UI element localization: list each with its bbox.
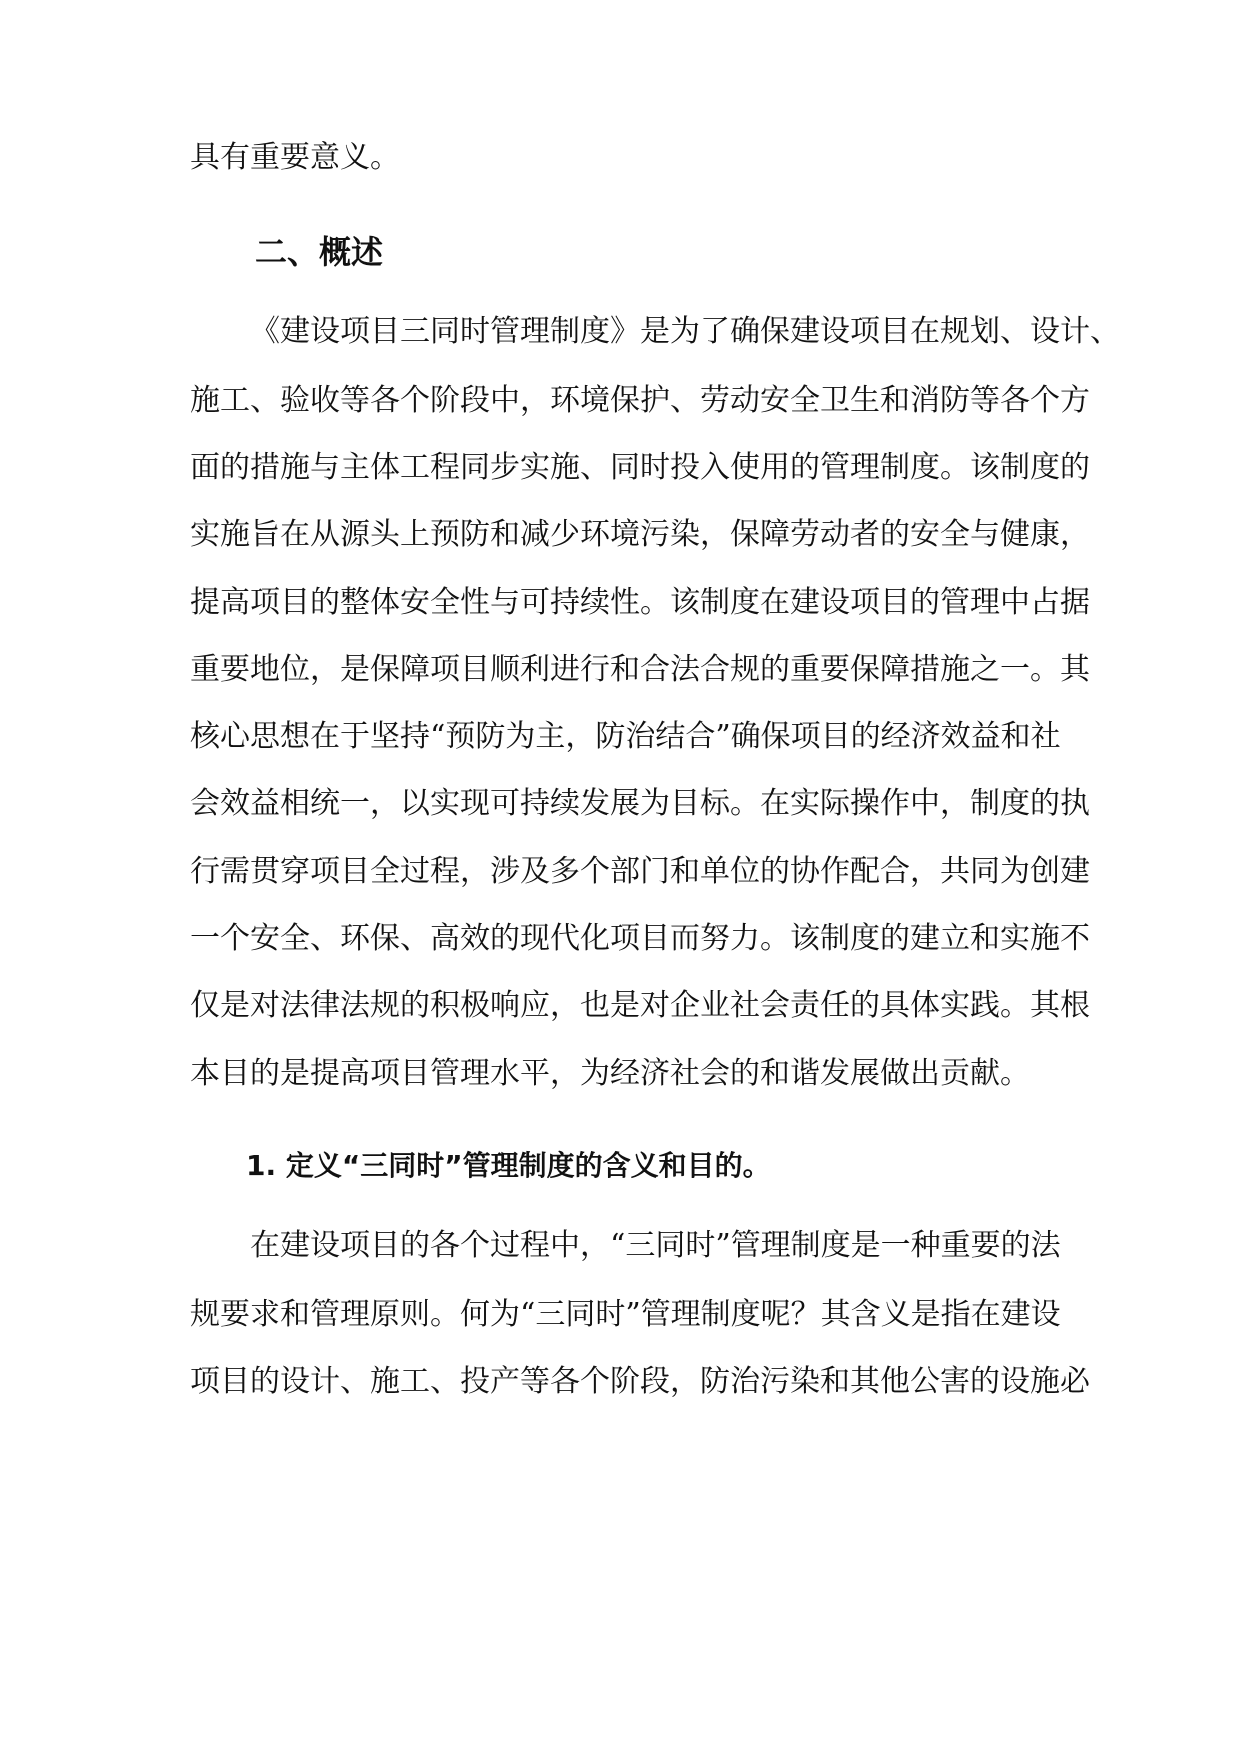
section-heading-overview: 二、概述 — [255, 233, 384, 271]
paragraph-line: 会效益相统一，以实现可持续发展为目标。在实际操作中，制度的执 — [190, 786, 1090, 821]
paragraph-line: 规要求和管理原则。何为“三同时”管理制度呢？其含义是指在建设 — [190, 1297, 1061, 1332]
paragraph-line: 核心思想在于坚持“预防为主，防治结合”确保项目的经济效益和社 — [190, 719, 1061, 754]
paragraph-line: 在建设项目的各个过程中，“三同时”管理制度是一种重要的法 — [250, 1228, 1061, 1263]
paragraph-line: 一个安全、环保、高效的现代化项目而努力。该制度的建立和实施不 — [190, 921, 1090, 956]
paragraph-line: 重要地位，是保障项目顺利进行和合法合规的重要保障措施之一。其 — [190, 652, 1090, 687]
paragraph-line: 本目的是提高项目管理水平，为经济社会的和谐发展做出贡献。 — [190, 1056, 1030, 1091]
paragraph-line: 提高项目的整体安全性与可持续性。该制度在建设项目的管理中占据 — [190, 585, 1090, 620]
intro-text-line: 具有重要意义。 — [190, 140, 400, 175]
paragraph-line: 施工、验收等各个阶段中，环境保护、劳动安全卫生和消防等各个方 — [190, 383, 1090, 418]
paragraph-line: 《建设项目三同时管理制度》是为了确保建设项目在规划、设计、 — [250, 314, 1120, 349]
paragraph-line: 项目的设计、施工、投产等各个阶段，防治污染和其他公害的设施必 — [190, 1364, 1090, 1399]
subsection-heading-definition: 1. 定义“三同时”管理制度的含义和目的。 — [246, 1149, 771, 1182]
paragraph-line: 实施旨在从源头上预防和减少环境污染，保障劳动者的安全与健康， — [190, 517, 1090, 552]
paragraph-line: 仅是对法律法规的积极响应，也是对企业社会责任的具体实践。其根 — [190, 988, 1090, 1023]
paragraph-line: 面的措施与主体工程同步实施、同时投入使用的管理制度。该制度的 — [190, 450, 1090, 485]
paragraph-line: 行需贯穿项目全过程，涉及多个部门和单位的协作配合，共同为创建 — [190, 854, 1090, 889]
